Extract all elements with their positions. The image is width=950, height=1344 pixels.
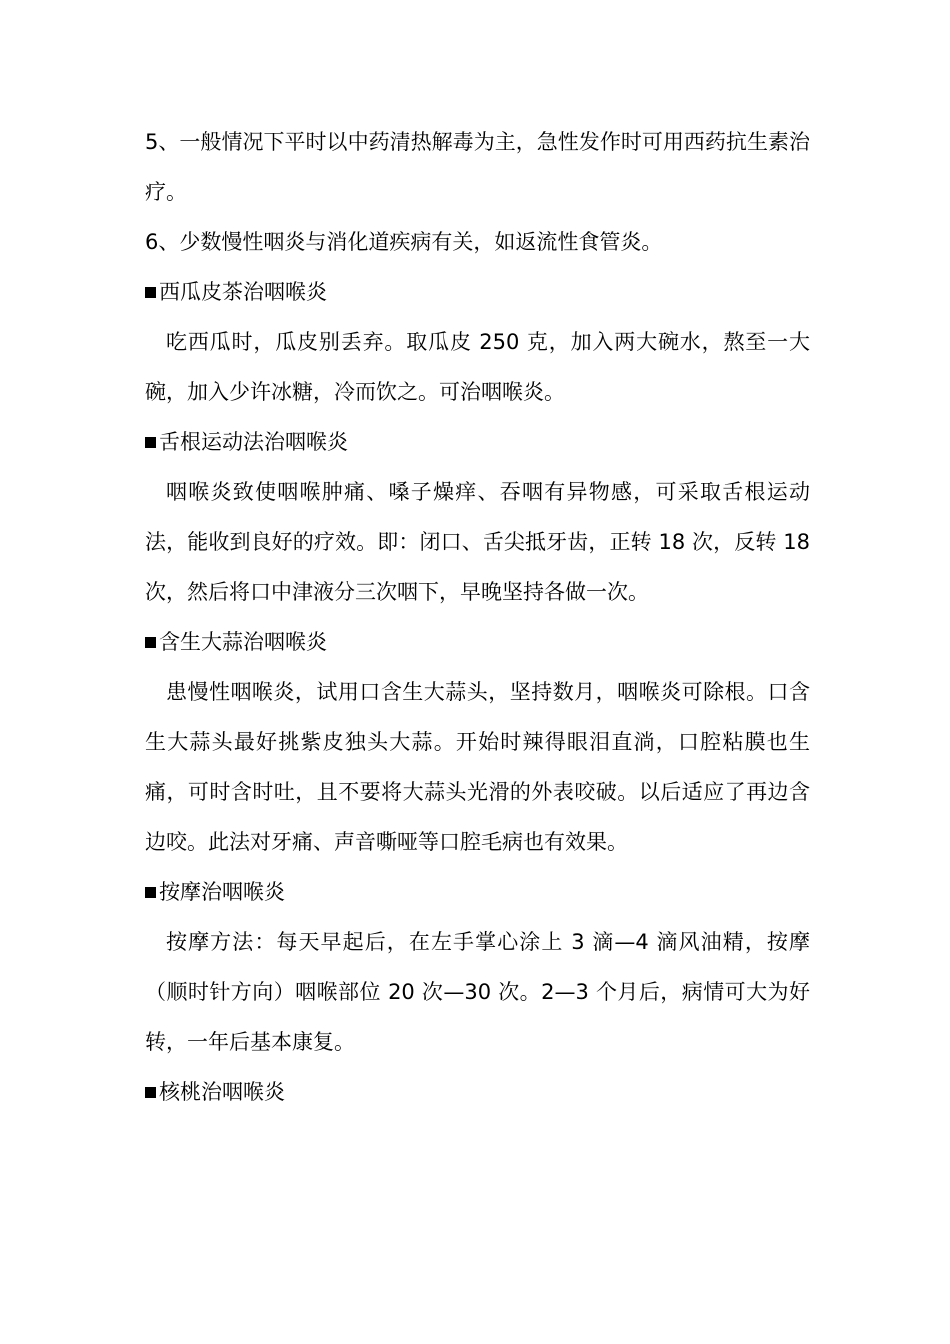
square-bullet-icon: [145, 637, 156, 648]
heading-text: 西瓜皮茶治咽喉炎: [159, 280, 327, 304]
section-heading-tongue-exercise: [145, 417, 810, 467]
heading-text: 核桃治咽喉炎: [159, 1080, 285, 1104]
square-bullet-icon: [145, 437, 156, 448]
paragraph-garlic: 患慢性咽喉炎，试用口含生大蒜头，坚持数月，咽喉炎可除根。口含生大蒜头最好挑紫皮独头大蒜。开始时辣得眼泪直淌，口腔粘膜也生痛，可时含时吐，且不要将大蒜头光滑的外表咬破。以后适应了再边含边咬。此法对牙痛、声音嘶哑等口腔毛病也有效果。: [145, 680, 810, 854]
paragraph-massage: 按摩方法：每天早起后，在左手掌心涂上 3 滴—4 滴风油精，按摩（顺时针方向）咽喉部位 20 次—30 次。2—3 个月后，病情可大为好转，一年后基本康复。: [145, 930, 810, 1054]
document-body: [145, 117, 810, 1117]
paragraph-watermelon: 吃西瓜时，瓜皮别丢弃。取瓜皮 250 克，加入两大碗水，熬至一大碗，加入少许冰糖，冷而饮之。可治咽喉炎。: [145, 330, 810, 404]
heading-text: 舌根运动法治咽喉炎: [159, 430, 348, 454]
square-bullet-icon: [145, 287, 156, 298]
paragraph-tongue-exercise: 咽喉炎致使咽喉肿痛、嗓子燥痒、吞咽有异物感，可采取舌根运动法，能收到良好的疗效。即：闭口、舌尖抵牙齿，正转 18 次，反转 18 次，然后将口中津液分三次咽下，早晚坚持各做一次。: [145, 480, 810, 604]
heading-text: 含生大蒜治咽喉炎: [159, 630, 327, 654]
square-bullet-icon: [145, 1087, 156, 1098]
section-heading-garlic: [145, 617, 810, 667]
section-heading-watermelon: [145, 267, 810, 317]
section-heading-walnut: [145, 1067, 810, 1117]
paragraph-item-6: 6、少数慢性咽炎与消化道疾病有关，如返流性食管炎。: [145, 230, 663, 254]
paragraph-item-5: 5、一般情况下平时以中药清热解毒为主，急性发作时可用西药抗生素治疗。: [145, 130, 810, 204]
section-heading-massage: [145, 867, 810, 917]
square-bullet-icon: [145, 887, 156, 898]
heading-text: 按摩治咽喉炎: [159, 880, 285, 904]
